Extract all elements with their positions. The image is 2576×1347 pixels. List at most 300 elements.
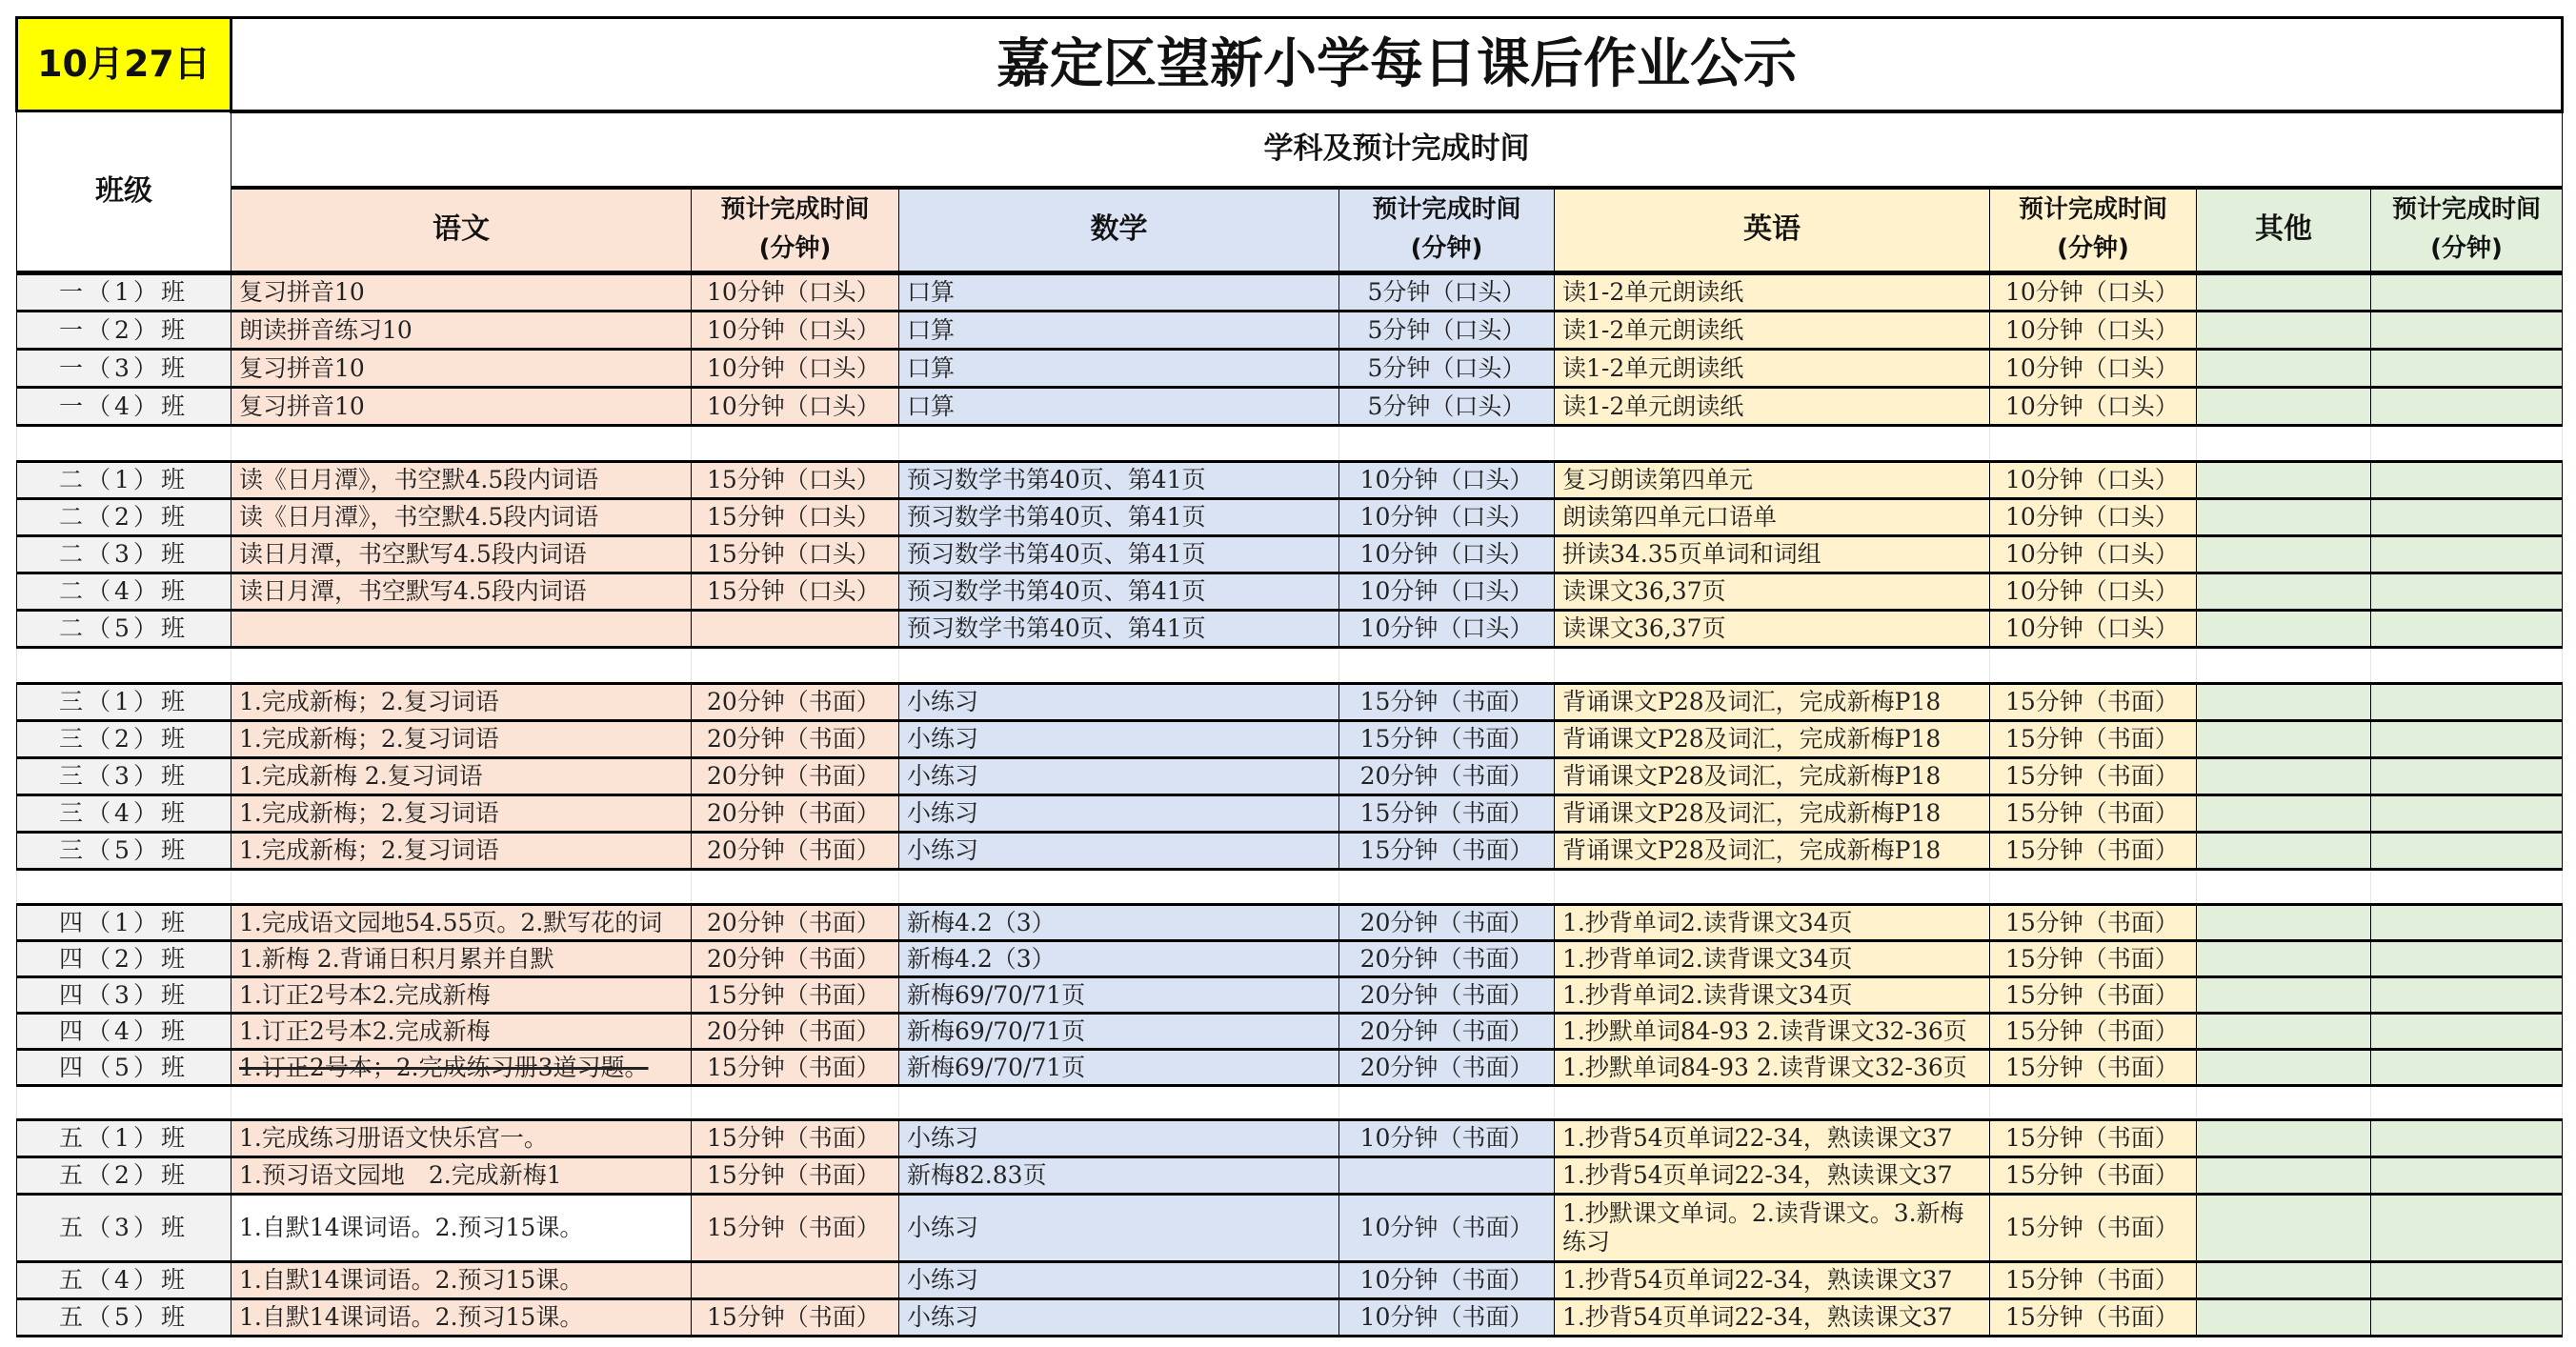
yingyu-time-cell: 10分钟（口头） <box>1990 573 2197 611</box>
yingyu-time-cell: 10分钟（口头） <box>1990 350 2197 388</box>
table-row <box>17 1050 2563 1086</box>
empty-cell <box>1990 426 2197 462</box>
yuwen-cell: 读《日月潭》，书空默4.5段内词语 <box>231 462 692 499</box>
yingyu-cell: 背诵课文P28及词汇，完成新梅P18 <box>1555 833 1990 870</box>
table-row <box>17 1299 2563 1337</box>
shuxue-time-cell: 5分钟（口头） <box>1339 350 1555 388</box>
yingyu-cell: 复习朗读第四单元 <box>1555 462 1990 499</box>
yuwen-cell: 读日月潭，书空默写4.5段内词语 <box>231 536 692 573</box>
empty-cell <box>17 426 231 462</box>
yuwen-time-cell: 15分钟（口头） <box>692 536 899 573</box>
empty-cell <box>899 426 1339 462</box>
yuwen-time-cell: 10分钟（口头） <box>692 273 899 312</box>
other-time-cell <box>2371 462 2563 499</box>
table-row <box>17 573 2563 611</box>
other-time-cell <box>2371 312 2563 350</box>
yuwen-time-cell <box>692 1262 899 1299</box>
empty-cell <box>692 648 899 684</box>
other-cell <box>2197 536 2371 573</box>
table-row <box>17 905 2563 941</box>
other-cell <box>2197 611 2371 648</box>
yuwen-time-cell: 20分钟（书面） <box>692 758 899 795</box>
class-cell: 四（5）班 <box>17 1050 231 1086</box>
shuxue-cell: 新梅4.2（3） <box>899 941 1339 977</box>
yuwen-time-cell <box>692 611 899 648</box>
shuxue-time-cell: 20分钟（书面） <box>1339 1050 1555 1086</box>
yuwen-cell: 1.完成新梅 2.复习词语 <box>231 758 692 795</box>
yuwen-time-cell: 15分钟（书面） <box>692 1050 899 1086</box>
empty-cell <box>692 1086 899 1120</box>
yuwen-cell: 复习拼音10 <box>231 350 692 388</box>
yingyu-time-cell: 15分钟（书面） <box>1990 684 2197 721</box>
yingyu-cell: 读1-2单元朗读纸 <box>1555 273 1990 312</box>
class-cell: 二（3）班 <box>17 536 231 573</box>
other-cell <box>2197 1195 2371 1262</box>
other-time-cell <box>2371 758 2563 795</box>
other-time-cell <box>2371 1262 2563 1299</box>
shuxue-cell: 新梅4.2（3） <box>899 905 1339 941</box>
time-unit: (分钟) <box>2430 234 2503 264</box>
col-header-shuxue: 数学 <box>899 188 1339 273</box>
empty-cell <box>2371 1086 2563 1120</box>
yuwen-time-cell: 20分钟（书面） <box>692 795 899 833</box>
yingyu-cell: 1.抄背54页单词22-34，熟读课文37 <box>1555 1262 1990 1299</box>
shuxue-time-cell: 10分钟（书面） <box>1339 1195 1555 1262</box>
other-cell <box>2197 1157 2371 1195</box>
yingyu-cell: 1.抄背单词2.读背课文34页 <box>1555 977 1990 1014</box>
col-header-yingyu: 英语 <box>1555 188 1990 273</box>
shuxue-time-cell: 20分钟（书面） <box>1339 758 1555 795</box>
table-row <box>17 721 2563 758</box>
shuxue-cell: 小练习 <box>899 721 1339 758</box>
yingyu-cell: 背诵课文P28及词汇，完成新梅P18 <box>1555 795 1990 833</box>
yuwen-time-cell: 15分钟（书面） <box>692 977 899 1014</box>
empty-cell <box>899 1086 1339 1120</box>
yuwen-time-cell: 10分钟（口头） <box>692 388 899 426</box>
other-time-cell <box>2371 1120 2563 1157</box>
empty-cell <box>2371 870 2563 905</box>
yuwen-cell: 复习拼音10 <box>231 388 692 426</box>
table-row <box>17 388 2563 426</box>
shuxue-time-cell: 15分钟（书面） <box>1339 684 1555 721</box>
yingyu-time-cell: 10分钟（口头） <box>1990 388 2197 426</box>
yuwen-time-cell: 10分钟（口头） <box>692 350 899 388</box>
class-cell: 五（1）班 <box>17 1120 231 1157</box>
other-cell <box>2197 977 2371 1014</box>
other-time-cell <box>2371 536 2563 573</box>
empty-cell <box>1339 426 1555 462</box>
class-cell: 五（3）班 <box>17 1195 231 1262</box>
other-time-cell <box>2371 1014 2563 1050</box>
yuwen-time-cell: 20分钟（书面） <box>692 684 899 721</box>
yuwen-cell: 1.订正2号本2.完成新梅 <box>231 1014 692 1050</box>
yuwen-time-cell: 15分钟（书面） <box>692 1195 899 1262</box>
other-time-cell <box>2371 721 2563 758</box>
yuwen-cell: 1.订正2号本2.完成新梅 <box>231 977 692 1014</box>
shuxue-time-cell: 15分钟（书面） <box>1339 721 1555 758</box>
yingyu-cell: 拼读34.35页单词和词组 <box>1555 536 1990 573</box>
yingyu-time-cell: 15分钟（书面） <box>1990 905 2197 941</box>
other-time-cell <box>2371 1299 2563 1337</box>
col-header-yuwen: 语文 <box>231 188 692 273</box>
table-row <box>17 795 2563 833</box>
other-time-cell <box>2371 684 2563 721</box>
yuwen-cell: 1.订正2号本；2.完成练习册3道习题。 <box>231 1050 692 1086</box>
empty-cell <box>2197 648 2371 684</box>
table-row <box>17 758 2563 795</box>
table-row <box>17 499 2563 536</box>
empty-cell <box>2371 648 2563 684</box>
homework-table <box>15 16 2564 1337</box>
yingyu-time-cell: 15分钟（书面） <box>1990 1157 2197 1195</box>
table-row <box>17 611 2563 648</box>
yuwen-cell: 1.完成语文园地54.55页。2.默写花的词 <box>231 905 692 941</box>
yingyu-time-cell: 15分钟（书面） <box>1990 977 2197 1014</box>
shuxue-time-cell: 20分钟（书面） <box>1339 905 1555 941</box>
yingyu-time-cell: 15分钟（书面） <box>1990 721 2197 758</box>
col-header-yuwen-time <box>692 188 899 273</box>
class-cell: 五（5）班 <box>17 1299 231 1337</box>
table-row <box>17 1014 2563 1050</box>
yingyu-time-cell: 10分钟（口头） <box>1990 273 2197 312</box>
yingyu-cell: 1.抄默单词84-93 2.读背课文32-36页 <box>1555 1050 1990 1086</box>
yuwen-cell: 1.完成新梅；2.复习词语 <box>231 721 692 758</box>
yingyu-cell: 1.抄背54页单词22-34，熟读课文37 <box>1555 1299 1990 1337</box>
yuwen-time-cell: 10分钟（口头） <box>692 312 899 350</box>
yingyu-cell: 1.抄默单词84-93 2.读背课文32-36页 <box>1555 1014 1990 1050</box>
other-cell <box>2197 1262 2371 1299</box>
shuxue-time-cell: 20分钟（书面） <box>1339 941 1555 977</box>
class-cell: 三（5）班 <box>17 833 231 870</box>
shuxue-cell: 口算 <box>899 388 1339 426</box>
shuxue-time-cell: 10分钟（口头） <box>1339 536 1555 573</box>
yuwen-cell <box>231 611 692 648</box>
yingyu-cell: 1.抄背单词2.读背课文34页 <box>1555 941 1990 977</box>
shuxue-cell: 口算 <box>899 312 1339 350</box>
time-label: 预计完成时间 <box>2391 194 2541 224</box>
empty-cell <box>17 1086 231 1120</box>
yingyu-time-cell: 15分钟（书面） <box>1990 1262 2197 1299</box>
empty-cell <box>1555 426 1990 462</box>
shuxue-time-cell: 10分钟（口头） <box>1339 573 1555 611</box>
yuwen-time-cell: 20分钟（书面） <box>692 905 899 941</box>
shuxue-cell: 新梅69/70/71页 <box>899 977 1339 1014</box>
yingyu-cell: 1.抄背单词2.读背课文34页 <box>1555 905 1990 941</box>
empty-cell <box>231 1086 692 1120</box>
other-cell <box>2197 1050 2371 1086</box>
yingyu-cell: 读1-2单元朗读纸 <box>1555 350 1990 388</box>
yuwen-cell: 1.完成练习册语文快乐宫一。 <box>231 1120 692 1157</box>
shuxue-time-cell: 10分钟（书面） <box>1339 1120 1555 1157</box>
yingyu-cell: 背诵课文P28及词汇，完成新梅P18 <box>1555 758 1990 795</box>
shuxue-cell: 新梅82.83页 <box>899 1157 1339 1195</box>
empty-cell <box>2197 1086 2371 1120</box>
time-label: 预计完成时间 <box>720 194 870 224</box>
class-cell: 二（2）班 <box>17 499 231 536</box>
empty-cell <box>899 648 1339 684</box>
shuxue-cell: 小练习 <box>899 758 1339 795</box>
yuwen-time-cell: 20分钟（书面） <box>692 833 899 870</box>
yingyu-time-cell: 15分钟（书面） <box>1990 758 2197 795</box>
empty-cell <box>1555 870 1990 905</box>
other-time-cell <box>2371 833 2563 870</box>
yingyu-cell: 1.抄默课文单词。2.读背课文。3.新梅练习 <box>1555 1195 1990 1262</box>
shuxue-time-cell: 5分钟（口头） <box>1339 312 1555 350</box>
col-header-shuxue-time <box>1339 188 1555 273</box>
yuwen-time-cell: 15分钟（口头） <box>692 462 899 499</box>
yingyu-cell: 读1-2单元朗读纸 <box>1555 388 1990 426</box>
empty-cell <box>1990 870 2197 905</box>
shuxue-time-cell: 20分钟（书面） <box>1339 1014 1555 1050</box>
yingyu-time-cell: 15分钟（书面） <box>1990 833 2197 870</box>
empty-cell <box>1339 870 1555 905</box>
table-row <box>17 1195 2563 1262</box>
table-row <box>17 1262 2563 1299</box>
empty-cell <box>231 870 692 905</box>
other-time-cell <box>2371 350 2563 388</box>
yingyu-cell: 1.抄背54页单词22-34，熟读课文37 <box>1555 1120 1990 1157</box>
empty-cell <box>1555 648 1990 684</box>
time-unit: (分钟) <box>758 234 832 264</box>
class-cell: 一（1）班 <box>17 273 231 312</box>
table-row <box>17 684 2563 721</box>
shuxue-cell: 小练习 <box>899 1195 1339 1262</box>
col-header-other: 其他 <box>2197 188 2371 273</box>
class-cell: 二（5）班 <box>17 611 231 648</box>
yingyu-time-cell: 10分钟（口头） <box>1990 536 2197 573</box>
empty-cell <box>2197 426 2371 462</box>
shuxue-cell: 新梅69/70/71页 <box>899 1050 1339 1086</box>
empty-cell <box>1339 1086 1555 1120</box>
yuwen-cell: 复习拼音10 <box>231 273 692 312</box>
table-row <box>17 273 2563 312</box>
empty-cell <box>1990 1086 2197 1120</box>
shuxue-cell: 小练习 <box>899 833 1339 870</box>
empty-cell <box>1555 1086 1990 1120</box>
empty-cell <box>692 426 899 462</box>
col-header-other-time <box>2371 188 2563 273</box>
other-cell <box>2197 833 2371 870</box>
other-time-cell <box>2371 611 2563 648</box>
class-cell: 三（1）班 <box>17 684 231 721</box>
yuwen-cell: 1.完成新梅；2.复习词语 <box>231 795 692 833</box>
other-cell <box>2197 795 2371 833</box>
other-time-cell <box>2371 905 2563 941</box>
shuxue-cell: 新梅69/70/71页 <box>899 1014 1339 1050</box>
class-cell: 一（3）班 <box>17 350 231 388</box>
shuxue-cell: 预习数学书第40页、第41页 <box>899 462 1339 499</box>
yingyu-time-cell: 15分钟（书面） <box>1990 1120 2197 1157</box>
empty-cell <box>2197 870 2371 905</box>
table-row <box>17 536 2563 573</box>
shuxue-cell: 小练习 <box>899 1262 1339 1299</box>
shuxue-cell: 小练习 <box>899 1299 1339 1337</box>
table-row <box>17 462 2563 499</box>
yuwen-cell: 读《日月潭》，书空默4.5段内词语 <box>231 499 692 536</box>
other-cell <box>2197 905 2371 941</box>
shuxue-cell: 小练习 <box>899 795 1339 833</box>
yingyu-time-cell: 10分钟（口头） <box>1990 611 2197 648</box>
empty-cell <box>1990 648 2197 684</box>
yingyu-cell: 背诵课文P28及词汇，完成新梅P18 <box>1555 684 1990 721</box>
class-header: 班级 <box>17 111 231 273</box>
yingyu-cell: 1.抄背54页单词22-34，熟读课文37 <box>1555 1157 1990 1195</box>
table-row <box>17 1157 2563 1195</box>
yuwen-time-cell: 15分钟（书面） <box>692 1299 899 1337</box>
class-cell: 四（1）班 <box>17 905 231 941</box>
shuxue-cell: 预习数学书第40页、第41页 <box>899 536 1339 573</box>
yingyu-time-cell: 15分钟（书面） <box>1990 795 2197 833</box>
spacer-row <box>17 426 2563 462</box>
other-cell <box>2197 1120 2371 1157</box>
class-cell: 三（4）班 <box>17 795 231 833</box>
other-cell <box>2197 388 2371 426</box>
shuxue-cell: 口算 <box>899 350 1339 388</box>
page-title: 嘉定区望新小学每日课后作业公示 <box>231 18 2563 111</box>
yuwen-time-cell: 15分钟（书面） <box>692 1157 899 1195</box>
class-cell: 三（2）班 <box>17 721 231 758</box>
class-cell: 二（4）班 <box>17 573 231 611</box>
class-cell: 四（4）班 <box>17 1014 231 1050</box>
yingyu-time-cell: 15分钟（书面） <box>1990 1014 2197 1050</box>
shuxue-time-cell: 20分钟（书面） <box>1339 977 1555 1014</box>
yuwen-cell: 1.新梅 2.背诵日积月累并自默 <box>231 941 692 977</box>
other-time-cell <box>2371 795 2563 833</box>
other-cell <box>2197 273 2371 312</box>
table-row <box>17 1120 2563 1157</box>
yingyu-cell: 读1-2单元朗读纸 <box>1555 312 1990 350</box>
table-row <box>17 350 2563 388</box>
empty-cell <box>231 648 692 684</box>
class-cell: 五（4）班 <box>17 1262 231 1299</box>
yingyu-time-cell: 10分钟（口头） <box>1990 462 2197 499</box>
other-time-cell <box>2371 388 2563 426</box>
spacer-row <box>17 870 2563 905</box>
yingyu-cell: 朗读第四单元口语单 <box>1555 499 1990 536</box>
shuxue-time-cell <box>1339 1157 1555 1195</box>
date-cell: 10月27日 <box>17 18 231 111</box>
yingyu-time-cell: 10分钟（口头） <box>1990 499 2197 536</box>
yuwen-cell: 1.自默14课词语。2.预习15课。 <box>231 1195 692 1262</box>
empty-cell <box>231 426 692 462</box>
column-header-row <box>17 188 2563 273</box>
other-time-cell <box>2371 941 2563 977</box>
class-cell: 三（3）班 <box>17 758 231 795</box>
other-time-cell <box>2371 977 2563 1014</box>
yuwen-cell: 读日月潭，书空默写4.5段内词语 <box>231 573 692 611</box>
shuxue-time-cell: 15分钟（书面） <box>1339 795 1555 833</box>
time-label: 预计完成时间 <box>1372 194 1521 224</box>
other-time-cell <box>2371 1050 2563 1086</box>
col-header-yingyu-time <box>1990 188 2197 273</box>
class-cell: 一（2）班 <box>17 312 231 350</box>
yuwen-time-cell: 20分钟（书面） <box>692 941 899 977</box>
yuwen-time-cell: 15分钟（书面） <box>692 1120 899 1157</box>
yingyu-cell: 读课文36,37页 <box>1555 573 1990 611</box>
yuwen-cell: 1.完成新梅；2.复习词语 <box>231 833 692 870</box>
shuxue-time-cell: 10分钟（书面） <box>1339 1299 1555 1337</box>
yingyu-time-cell: 15分钟（书面） <box>1990 1050 2197 1086</box>
yingyu-time-cell: 15分钟（书面） <box>1990 1195 2197 1262</box>
yuwen-cell: 1.自默14课词语。2.预习15课。 <box>231 1262 692 1299</box>
class-cell: 五（2）班 <box>17 1157 231 1195</box>
class-cell: 四（2）班 <box>17 941 231 977</box>
empty-cell <box>692 870 899 905</box>
yuwen-time-cell: 15分钟（口头） <box>692 499 899 536</box>
other-cell <box>2197 573 2371 611</box>
yuwen-cell: 1.预习语文园地 2.完成新梅1 <box>231 1157 692 1195</box>
shuxue-cell: 预习数学书第40页、第41页 <box>899 573 1339 611</box>
shuxue-time-cell: 5分钟（口头） <box>1339 273 1555 312</box>
other-time-cell <box>2371 573 2563 611</box>
other-cell <box>2197 1299 2371 1337</box>
other-time-cell <box>2371 1157 2563 1195</box>
shuxue-time-cell: 10分钟（口头） <box>1339 611 1555 648</box>
yingyu-cell: 读课文36,37页 <box>1555 611 1990 648</box>
yingyu-time-cell: 15分钟（书面） <box>1990 941 2197 977</box>
other-cell <box>2197 350 2371 388</box>
empty-cell <box>899 870 1339 905</box>
subjects-header: 学科及预计完成时间 <box>231 111 2563 188</box>
shuxue-time-cell: 10分钟（书面） <box>1339 1262 1555 1299</box>
other-cell <box>2197 721 2371 758</box>
other-cell <box>2197 462 2371 499</box>
shuxue-time-cell: 10分钟（口头） <box>1339 499 1555 536</box>
empty-cell <box>17 870 231 905</box>
spacer-row <box>17 648 2563 684</box>
spacer-row <box>17 1086 2563 1120</box>
yuwen-cell: 朗读拼音练习10 <box>231 312 692 350</box>
shuxue-time-cell: 10分钟（口头） <box>1339 462 1555 499</box>
yingyu-time-cell: 10分钟（口头） <box>1990 312 2197 350</box>
shuxue-cell: 口算 <box>899 273 1339 312</box>
shuxue-cell: 预习数学书第40页、第41页 <box>899 611 1339 648</box>
table-row <box>17 941 2563 977</box>
yingyu-cell: 背诵课文P28及词汇，完成新梅P18 <box>1555 721 1990 758</box>
table-row <box>17 833 2563 870</box>
other-cell <box>2197 499 2371 536</box>
other-cell <box>2197 941 2371 977</box>
yuwen-time-cell: 20分钟（书面） <box>692 721 899 758</box>
yuwen-time-cell: 15分钟（口头） <box>692 573 899 611</box>
time-unit: (分钟) <box>2057 234 2129 264</box>
other-time-cell <box>2371 273 2563 312</box>
empty-cell <box>2371 426 2563 462</box>
shuxue-cell: 预习数学书第40页、第41页 <box>899 499 1339 536</box>
yingyu-time-cell: 15分钟（书面） <box>1990 1299 2197 1337</box>
shuxue-cell: 小练习 <box>899 1120 1339 1157</box>
other-time-cell <box>2371 499 2563 536</box>
class-cell: 一（4）班 <box>17 388 231 426</box>
shuxue-time-cell: 15分钟（书面） <box>1339 833 1555 870</box>
class-cell: 二（1）班 <box>17 462 231 499</box>
time-label: 预计完成时间 <box>2018 194 2167 224</box>
shuxue-cell: 小练习 <box>899 684 1339 721</box>
other-cell <box>2197 684 2371 721</box>
yuwen-cell: 1.完成新梅；2.复习词语 <box>231 684 692 721</box>
empty-cell <box>17 648 231 684</box>
empty-cell <box>1339 648 1555 684</box>
other-cell <box>2197 312 2371 350</box>
yuwen-cell: 1.自默14课词语。2.预习15课。 <box>231 1299 692 1337</box>
table-row <box>17 977 2563 1014</box>
other-cell <box>2197 758 2371 795</box>
yuwen-time-cell: 20分钟（书面） <box>692 1014 899 1050</box>
class-cell: 四（3）班 <box>17 977 231 1014</box>
other-time-cell <box>2371 1195 2563 1262</box>
table-row <box>17 312 2563 350</box>
time-unit: (分钟) <box>1410 234 1483 264</box>
